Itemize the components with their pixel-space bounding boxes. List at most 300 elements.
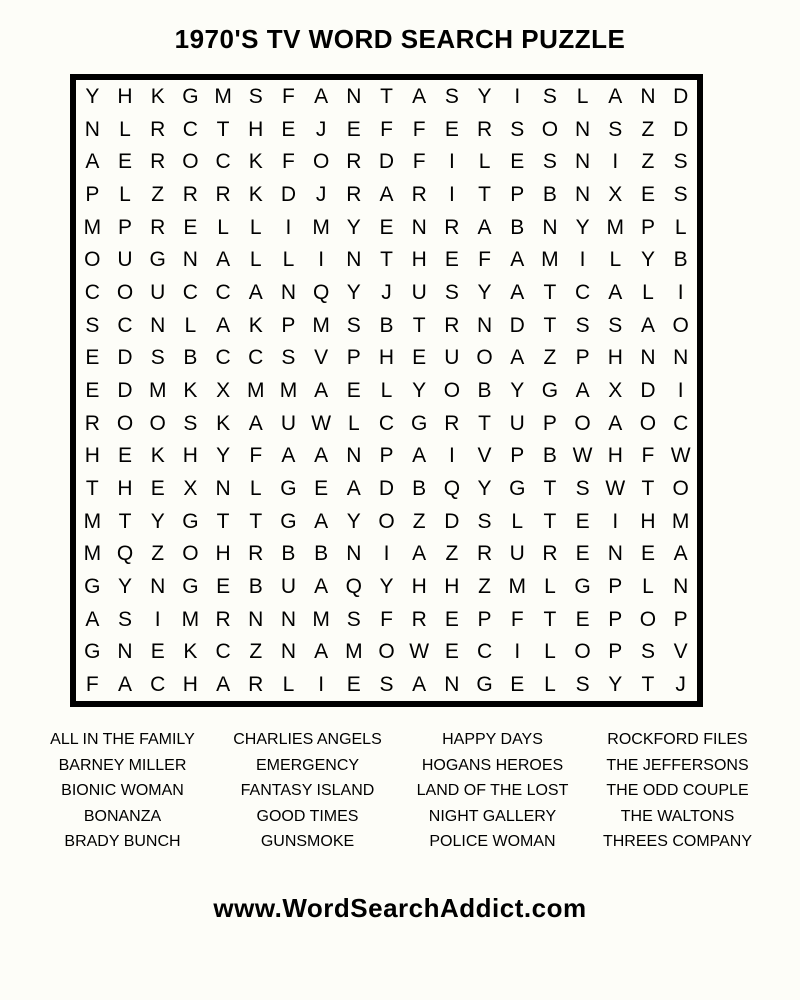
- grid-cell: O: [182, 542, 199, 566]
- grid-cell: S: [379, 673, 394, 697]
- grid-cell: N: [280, 607, 297, 631]
- grid-cell: O: [182, 150, 199, 174]
- grid-cell: F: [510, 607, 524, 631]
- grid-cell: R: [150, 150, 166, 174]
- grid-cell: Z: [543, 346, 557, 370]
- grid-cell: S: [673, 182, 688, 206]
- grid-cell: E: [444, 117, 459, 141]
- grid-cell: I: [514, 640, 521, 664]
- grid-cell: R: [411, 182, 427, 206]
- grid-cell: P: [379, 444, 394, 468]
- grid-cell: Z: [445, 542, 459, 566]
- grid-cell: Y: [575, 215, 590, 239]
- grid-cell: A: [510, 346, 525, 370]
- grid-cell: A: [412, 542, 427, 566]
- grid-cell: O: [639, 411, 657, 435]
- grid-cell: C: [248, 346, 264, 370]
- grid-cell: I: [154, 607, 161, 631]
- grid-cell: B: [477, 378, 492, 402]
- grid-cell: N: [248, 607, 264, 631]
- grid-cell: N: [215, 477, 231, 501]
- website-url: www.WordSearchAddict.com: [213, 893, 587, 923]
- word-list-item: POLICE WOMAN: [429, 833, 556, 850]
- grid-cell: T: [641, 673, 655, 697]
- grid-cell: C: [215, 640, 231, 664]
- grid-cell: F: [85, 673, 99, 697]
- grid-cell: E: [118, 444, 133, 468]
- grid-cell: S: [575, 477, 590, 501]
- grid-cell: U: [509, 411, 525, 435]
- grid-cell: P: [673, 607, 688, 631]
- word-list-column: [585, 727, 770, 855]
- word-list-item: BIONIC WOMAN: [61, 782, 184, 799]
- grid-cell: C: [673, 411, 689, 435]
- grid-cell: P: [281, 313, 296, 337]
- word-list-column: [30, 727, 215, 855]
- grid-cell: G: [280, 509, 297, 533]
- grid-cell: R: [542, 542, 558, 566]
- grid-cell: Z: [641, 117, 655, 141]
- grid-cell: M: [345, 640, 363, 664]
- grid-cell: L: [217, 215, 229, 239]
- grid-cell: G: [541, 378, 559, 402]
- grid-cell: M: [181, 607, 200, 631]
- grid-cell: H: [411, 248, 427, 272]
- grid-cell: Y: [477, 84, 492, 108]
- grid-cell: O: [116, 280, 134, 304]
- grid-cell: P: [608, 640, 623, 664]
- grid-cell: R: [182, 182, 198, 206]
- grid-cell: I: [612, 150, 619, 174]
- word-list-item: BARNEY MILLER: [58, 756, 187, 774]
- grid-cell: V: [477, 444, 492, 468]
- grid-cell: I: [448, 150, 455, 174]
- grid-cell: S: [183, 411, 198, 435]
- grid-cell: Q: [116, 542, 134, 566]
- grid-cell: A: [608, 84, 623, 108]
- grid-cell: Y: [477, 280, 492, 304]
- grid-cell: A: [85, 150, 100, 174]
- grid-cell: A: [248, 411, 263, 435]
- grid-cell: F: [641, 444, 655, 468]
- grid-cell: E: [444, 248, 459, 272]
- grid-cell: P: [118, 215, 133, 239]
- grid-cell: D: [673, 117, 689, 141]
- grid-cell: G: [84, 640, 101, 664]
- word-list-item: GOOD TIMES: [256, 807, 359, 825]
- grid-cell: F: [249, 444, 263, 468]
- grid-cell: E: [281, 117, 296, 141]
- grid-cell: J: [675, 673, 686, 697]
- grid-cell: N: [575, 182, 591, 206]
- grid-cell: N: [673, 346, 689, 370]
- grid-cell: E: [150, 640, 165, 664]
- grid-cell: Q: [312, 280, 330, 304]
- grid-cell: S: [575, 313, 590, 337]
- word-list-item: LAND OF THE LOST: [416, 782, 569, 799]
- grid-cell: L: [674, 215, 687, 239]
- grid-cell: P: [542, 411, 557, 435]
- grid-cell: Y: [379, 575, 394, 599]
- grid-cell: S: [608, 117, 623, 141]
- grid-cell: K: [183, 378, 198, 402]
- grid-cell: N: [117, 640, 133, 664]
- grid-cell: I: [318, 673, 325, 697]
- grid-cell: A: [575, 378, 590, 402]
- grid-cell: P: [575, 346, 590, 370]
- grid-cell: H: [84, 444, 100, 468]
- grid-cell: S: [346, 313, 361, 337]
- grid-cell: A: [118, 673, 133, 697]
- grid-cell: N: [346, 542, 362, 566]
- grid-cell: C: [150, 673, 166, 697]
- grid-cell: K: [248, 150, 263, 174]
- grid-cell: P: [85, 182, 100, 206]
- grid-cell: E: [640, 542, 655, 566]
- grid-cell: C: [84, 280, 100, 304]
- grid-cell: H: [117, 84, 133, 108]
- grid-cell: X: [216, 378, 231, 402]
- grid-cell: S: [608, 313, 623, 337]
- grid-cell: A: [314, 444, 329, 468]
- grid-cell: P: [477, 607, 492, 631]
- grid-cell: E: [183, 215, 198, 239]
- grid-cell: A: [281, 444, 296, 468]
- word-list-item: ROCKFORD FILES: [607, 731, 748, 748]
- grid-cell: G: [411, 411, 428, 435]
- grid-cell: O: [149, 411, 166, 435]
- grid-cell: F: [380, 117, 393, 141]
- grid-cell: K: [248, 313, 263, 337]
- grid-cell: S: [444, 280, 459, 304]
- grid-cell: N: [542, 215, 558, 239]
- grid-cell: C: [378, 411, 395, 435]
- grid-cell: A: [412, 444, 427, 468]
- grid-cell: L: [282, 248, 295, 272]
- grid-cell: A: [379, 182, 394, 206]
- grid-cell: O: [574, 411, 591, 435]
- grid-cell: U: [411, 280, 427, 304]
- grid-cell: O: [443, 378, 461, 402]
- grid-cell: B: [673, 248, 688, 272]
- grid-cell: E: [346, 673, 361, 697]
- grid-cell: Y: [216, 444, 231, 468]
- grid-cell: T: [380, 248, 393, 272]
- grid-cell: I: [383, 542, 390, 566]
- grid-cell: M: [83, 542, 102, 566]
- grid-cell: S: [281, 346, 296, 370]
- grid-cell: N: [84, 117, 100, 141]
- word-search-grid-letters: [76, 80, 697, 701]
- grid-cell: B: [412, 477, 427, 501]
- grid-cell: E: [640, 182, 655, 206]
- grid-cell: S: [575, 673, 590, 697]
- grid-cell: R: [150, 215, 166, 239]
- grid-cell: M: [606, 215, 625, 239]
- grid-cell: M: [83, 509, 102, 533]
- grid-cell: Z: [249, 640, 263, 664]
- grid-cell: B: [248, 575, 263, 599]
- grid-cell: H: [444, 575, 460, 599]
- grid-cell: M: [279, 378, 298, 402]
- grid-cell: C: [182, 117, 198, 141]
- grid-cell: T: [543, 313, 557, 337]
- grid-cell: S: [150, 346, 165, 370]
- grid-cell: U: [150, 280, 166, 304]
- grid-cell: M: [247, 378, 265, 402]
- grid-cell: Y: [346, 280, 361, 304]
- grid-cell: L: [347, 411, 360, 435]
- grid-cell: M: [671, 509, 690, 533]
- grid-cell: D: [673, 84, 689, 108]
- grid-cell: N: [150, 313, 166, 337]
- grid-cell: Z: [151, 542, 165, 566]
- grid-cell: R: [444, 313, 460, 337]
- word-list-item: THREES COMPANY: [602, 833, 753, 850]
- grid-cell: U: [117, 248, 133, 272]
- grid-cell: S: [510, 117, 525, 141]
- grid-cell: J: [315, 182, 327, 206]
- word-list-item: HOGANS HEROES: [421, 756, 564, 774]
- grid-cell: I: [285, 215, 292, 239]
- grid-cell: N: [476, 313, 493, 337]
- grid-cell: F: [412, 117, 426, 141]
- grid-cell: A: [673, 542, 688, 566]
- grid-cell: H: [182, 444, 198, 468]
- word-list-item: EMERGENCY: [255, 756, 360, 774]
- grid-cell: A: [248, 280, 263, 304]
- grid-cell: X: [608, 378, 623, 402]
- grid-cell: L: [544, 575, 556, 599]
- word-list-item: GUNSMOKE: [260, 833, 355, 850]
- grid-cell: H: [640, 509, 656, 533]
- grid-cell: T: [543, 477, 557, 501]
- grid-cell: N: [607, 542, 623, 566]
- grid-cell: S: [248, 84, 263, 108]
- grid-cell: P: [346, 346, 361, 370]
- grid-cell: R: [411, 607, 427, 631]
- grid-cell: A: [314, 640, 329, 664]
- grid-cell: E: [510, 150, 525, 174]
- grid-cell: L: [642, 575, 654, 599]
- grid-cell: M: [312, 215, 330, 239]
- grid-cell: L: [511, 509, 524, 533]
- word-list-item: CHARLIES ANGELS: [233, 731, 382, 748]
- grid-cell: Y: [85, 84, 100, 108]
- grid-cell: L: [249, 215, 262, 239]
- grid-cell: T: [543, 280, 557, 304]
- grid-cell: Y: [346, 509, 361, 533]
- grid-cell: N: [280, 280, 297, 304]
- word-list-item: THE ODD COUPLE: [606, 782, 749, 799]
- grid-cell: I: [318, 248, 325, 272]
- grid-cell: V: [673, 640, 688, 664]
- grid-cell: E: [412, 346, 427, 370]
- grid-cell: D: [117, 378, 133, 402]
- grid-cell: B: [510, 215, 525, 239]
- grid-cell: D: [509, 313, 525, 337]
- grid-cell: O: [541, 117, 559, 141]
- grid-cell: R: [215, 607, 231, 631]
- grid-cell: A: [314, 509, 329, 533]
- grid-cell: A: [477, 215, 492, 239]
- grid-cell: N: [575, 117, 591, 141]
- grid-cell: R: [444, 215, 460, 239]
- grid-cell: M: [541, 248, 559, 272]
- grid-cell: I: [448, 444, 455, 468]
- grid-cell: G: [149, 248, 166, 272]
- grid-cell: D: [378, 150, 395, 174]
- page-title: 1970'S TV WORD SEARCH PUZZLE: [174, 24, 626, 54]
- grid-cell: X: [183, 477, 198, 501]
- grid-cell: I: [677, 378, 684, 402]
- grid-cell: T: [543, 509, 557, 533]
- grid-cell: T: [249, 509, 263, 533]
- word-list-item: BONANZA: [83, 807, 162, 825]
- grid-cell: L: [184, 313, 197, 337]
- grid-cell: I: [514, 84, 521, 108]
- grid-cell: F: [282, 84, 295, 108]
- grid-cell: R: [346, 150, 362, 174]
- grid-cell: T: [380, 84, 393, 108]
- grid-cell: N: [280, 640, 297, 664]
- grid-cell: H: [182, 673, 198, 697]
- grid-cell: W: [605, 477, 626, 501]
- grid-cell: J: [315, 117, 327, 141]
- grid-cell: K: [248, 182, 263, 206]
- grid-cell: I: [448, 182, 455, 206]
- grid-cell: E: [346, 117, 361, 141]
- grid-cell: A: [346, 477, 361, 501]
- grid-cell: K: [216, 411, 231, 435]
- grid-cell: B: [542, 444, 557, 468]
- grid-cell: B: [314, 542, 329, 566]
- grid-cell: Q: [345, 575, 362, 599]
- grid-cell: U: [280, 411, 297, 435]
- grid-cell: P: [608, 607, 623, 631]
- grid-cell: C: [215, 346, 231, 370]
- word-list-item: THE JEFFERSONS: [606, 756, 749, 774]
- grid-cell: Y: [118, 575, 133, 599]
- grid-cell: M: [312, 607, 330, 631]
- word-list-item: ALL IN THE FAMILY: [50, 731, 195, 748]
- grid-cell: U: [509, 542, 525, 566]
- grid-cell: S: [346, 607, 361, 631]
- word-list-column: [215, 727, 400, 855]
- grid-cell: D: [280, 182, 297, 206]
- grid-cell: E: [346, 378, 361, 402]
- grid-cell: A: [314, 378, 329, 402]
- grid-cell: H: [607, 346, 623, 370]
- grid-cell: R: [444, 411, 460, 435]
- grid-cell: L: [544, 640, 556, 664]
- grid-cell: T: [85, 477, 99, 501]
- grid-cell: M: [148, 378, 167, 402]
- grid-cell: L: [119, 117, 131, 141]
- grid-cell: L: [380, 378, 393, 402]
- grid-cell: L: [119, 182, 131, 206]
- grid-cell: S: [542, 84, 557, 108]
- grid-cell: A: [216, 248, 231, 272]
- grid-cell: K: [150, 444, 165, 468]
- grid-cell: G: [476, 673, 493, 697]
- grid-cell: M: [214, 84, 232, 108]
- grid-cell: Y: [608, 673, 623, 697]
- grid-cell: E: [575, 509, 590, 533]
- grid-cell: S: [673, 150, 688, 174]
- grid-cell: A: [216, 673, 231, 697]
- grid-cell: F: [412, 150, 426, 174]
- grid-cell: A: [608, 280, 623, 304]
- grid-cell: T: [478, 411, 491, 435]
- grid-cell: E: [444, 640, 459, 664]
- grid-cell: Y: [477, 477, 492, 501]
- grid-cell: W: [572, 444, 593, 468]
- grid-cell: S: [542, 150, 557, 174]
- grid-cell: A: [314, 84, 329, 108]
- grid-cell: S: [85, 313, 100, 337]
- grid-cell: N: [411, 215, 427, 239]
- word-list: [30, 727, 770, 855]
- grid-cell: K: [150, 84, 165, 108]
- grid-cell: N: [346, 84, 362, 108]
- grid-cell: P: [640, 215, 655, 239]
- grid-cell: A: [314, 575, 329, 599]
- grid-cell: V: [314, 346, 329, 370]
- grid-cell: Z: [641, 150, 655, 174]
- grid-cell: H: [607, 444, 623, 468]
- grid-cell: L: [249, 477, 262, 501]
- word-list-item: FANTASY ISLAND: [240, 782, 375, 799]
- grid-cell: B: [542, 182, 557, 206]
- grid-cell: R: [476, 117, 493, 141]
- grid-cell: T: [216, 117, 230, 141]
- grid-cell: A: [85, 607, 100, 631]
- grid-cell: W: [311, 411, 332, 435]
- grid-cell: E: [575, 607, 590, 631]
- grid-cell: C: [182, 280, 198, 304]
- grid-cell: S: [477, 509, 492, 533]
- grid-cell: H: [117, 477, 133, 501]
- grid-cell: R: [346, 182, 362, 206]
- grid-cell: S: [118, 607, 133, 631]
- grid-cell: E: [150, 477, 165, 501]
- grid-cell: N: [640, 84, 656, 108]
- grid-cell: O: [378, 640, 395, 664]
- grid-cell: D: [378, 477, 395, 501]
- grid-cell: Z: [151, 182, 165, 206]
- grid-cell: Y: [346, 215, 361, 239]
- grid-cell: N: [640, 346, 656, 370]
- grid-cell: P: [608, 575, 623, 599]
- grid-cell: S: [640, 640, 655, 664]
- grid-cell: A: [608, 411, 623, 435]
- grid-cell: E: [118, 150, 133, 174]
- grid-cell: Y: [640, 248, 655, 272]
- grid-cell: T: [641, 477, 655, 501]
- grid-cell: A: [510, 248, 525, 272]
- grid-cell: G: [182, 575, 199, 599]
- grid-cell: W: [670, 444, 691, 468]
- grid-cell: G: [280, 477, 297, 501]
- grid-cell: F: [478, 248, 491, 272]
- grid-cell: O: [84, 248, 101, 272]
- grid-cell: O: [116, 411, 134, 435]
- grid-cell: L: [642, 280, 654, 304]
- grid-cell: E: [379, 215, 394, 239]
- grid-cell: L: [544, 673, 556, 697]
- grid-cell: B: [281, 542, 296, 566]
